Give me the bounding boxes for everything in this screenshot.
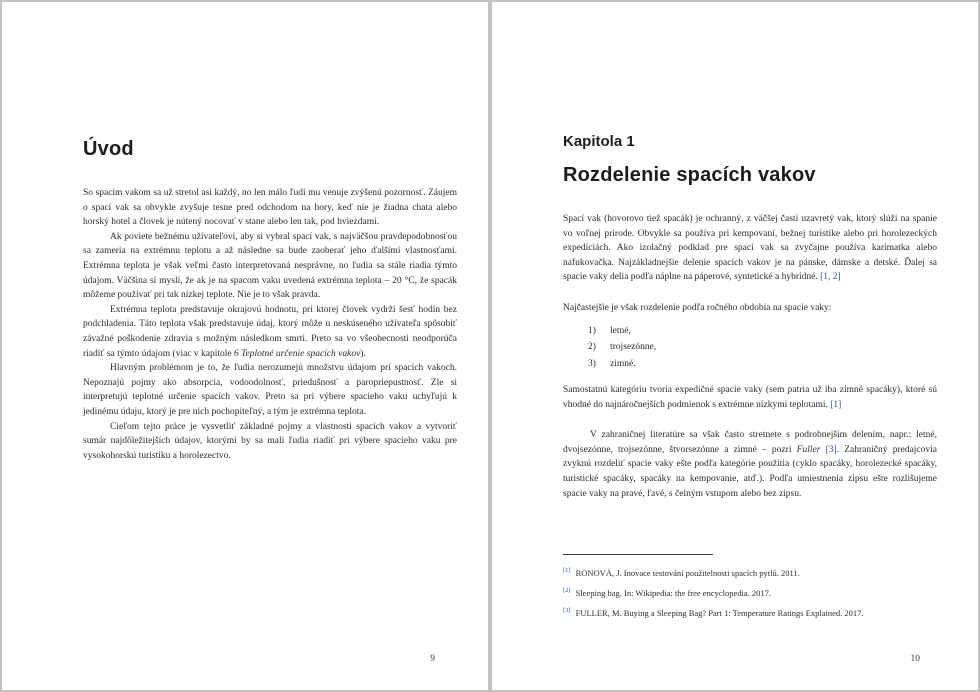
paragraph <box>563 212 937 285</box>
page-left <box>2 2 488 690</box>
footnote-entry <box>563 582 937 602</box>
footnote-entry <box>563 562 937 582</box>
list-item-number: 2) <box>588 342 596 353</box>
paragraph <box>563 428 937 501</box>
numbered-list <box>563 323 937 373</box>
footnote-text: RONOVÁ, J. Inovace testování použitelnosti spacích pytlů. 2011. <box>575 567 800 578</box>
citation-link[interactable]: [3] <box>820 444 837 455</box>
footnote-marker: [3] <box>563 606 571 614</box>
list-item <box>563 356 937 373</box>
page-right <box>492 2 978 690</box>
page-number: 9 <box>430 654 435 664</box>
paragraph: Najčastejšie je však rozdelenie podľa ročného obdobia na spacie vaky: <box>563 302 832 313</box>
footnote-block <box>563 554 937 621</box>
footnote-marker: [1] <box>563 567 571 574</box>
paragraph-text: Extrémna teplota predstavuje okrajovú hodnotu, pri ktorej človek vydrží šesť hodín bez podchladenia. Táto teplota však predstavuje údaj, ktorý môže u neskúseného užívateľa spôsobiť závažné poškodenie zdravia s možným následkom smrti. Preto sa vo všeobecnosti neodporúča riadiť sa týmto údajom (viac v kapitole <box>83 304 457 359</box>
paragraph-text: V zahraničnej literatúre sa však často stretnete s podrobnejším delením, napr.: letné, dvojsezónne, trojsezónne, štvorsezónne a zimné – pozri <box>563 430 937 455</box>
list-item <box>563 339 937 356</box>
list-item-text: zimné. <box>610 358 636 369</box>
list-item-number: 1) <box>588 325 596 336</box>
paragraph: Ak poviete bežnému užívateľovi, aby si vybral spací vak, s najväčšou pravdepodobnosťou sa zameria na extrémnu teplotu a až následne sa bude zaoberať jeho ďalšími vlastnosťami. Extrémna teplota je však veľmi často interpretovaná nesprávne, no ľudia sa stále riadia týmto údajom. Väčšina si myslí, že ak je na spacom vaku uvedená extrémna teplota – 20 °C, že spacák môžeme používať pri tak nízkej teplote. Nie je to však pravda. <box>83 231 457 301</box>
footnote-marker: [2] <box>563 586 571 594</box>
footnote-entry <box>563 602 937 622</box>
body-text-right <box>563 212 937 501</box>
footnote-text: Sleeping bag. In: Wikipedia: the free encyclopedia. 2017. <box>575 587 772 598</box>
paragraph: Hlavným problémom je to, že ľudia nerozumejú množstvu údajom pri spacích vakoch. Nepoznajú pojmy ako absorpcia, vodoodolnosť, priedušnosť a paropriepustnosť. Zle si interpretujú teplotné určenie spacích vakov. Preto sa pri výbere spacieho vaku uchyľujú k jedinému údaju, ktorý je pre nich pochopiteľný, a tým je extrémna teplota. <box>83 363 457 417</box>
list-item <box>563 323 937 340</box>
citation-link[interactable]: [1, 2] <box>820 272 841 283</box>
body-text-left <box>83 186 457 463</box>
chapter-label: Kapitola 1 <box>563 133 635 150</box>
page-number: 10 <box>910 654 920 664</box>
footnote-text: FULLER, M. Buying a Sleeping Bag? Part 1: Temperature Ratings Explained. 2017. <box>575 607 864 618</box>
footnote-divider <box>563 554 713 555</box>
paragraph: Cieľom tejto práce je vysvetliť základné pojmy a vlastnosti spacích vakov a vytvoriť sumár najdôležitejších údajov, ktorými by sa mali ľudia riadiť pri výbere spacieho vaku pre vysokohorskú turistiku a horolezectvo. <box>83 421 457 461</box>
paragraph <box>83 303 457 361</box>
paragraph-text: Spací vak (hovorovo tiež spacák) je ochranný, z väčšej časti uzavretý vak, ktorý slúži na spanie vo voľnej prírode. Obvykle sa používa pri kempovaní, bežnej turistike alebo pri horolezeckých expedíciách. Ako izolačný podklad pre spací vak sa zvyčajne používa karimatka alebo nafukovačka. Najzákladnejšie delenie spacích vakov je na pánske, dámske a detské. Ďalej sa spacie vaky delia podľa náplne na páperové, syntetické a hybridné. <box>563 214 937 283</box>
page-right-content <box>492 2 978 501</box>
list-item-number: 3) <box>588 358 596 369</box>
author-reference: Fuller <box>796 444 821 455</box>
paragraph-text: . Zahraničný predajcovia zvyknú rozdeliť spacie vaky ešte podľa kategórie použitia (cyklo spacáky, horolezecké spacáky, turistické spacáky, spacáky na kempovanie, atď.). Podľa umiestnenia zipsu ešte rozlišujeme spacie vaky na pravé, ľavé, s čelným vstupom alebo bez zipsu. <box>563 444 938 499</box>
citation-link[interactable]: [1] <box>830 399 842 410</box>
paragraph-text: ). <box>360 348 366 359</box>
page-left-content <box>2 2 488 463</box>
list-item-text: letné, <box>610 325 631 336</box>
paragraph: So spacím vakom sa už stretol asi každý, no len málo ľudí mu venuje zvýšenú pozornosť. Záujem o spací vak sa obvykle zvyšuje tesne pred odchodom na hory, keď nie je žiadna chata alebo horský hotel a človek je nútený nocovať v stane alebo len tak, pod hviezdami. <box>83 188 457 228</box>
page-title: Úvod <box>83 138 134 160</box>
list-item-text: trojsezónne, <box>610 342 657 353</box>
paragraph-text: Samostatnú kategóriu tvoria expedičné spacie vaky (sem patria už iba zimné spacáky), ktoré sú vhodné do najnáročnejších podmienok s extrémne nízkymi teplotami. <box>563 385 937 410</box>
chapter-title: Rozdelenie spacích vakov <box>563 164 816 186</box>
chapter-reference: 6 Teplotné určenie spacích vakov <box>234 348 361 359</box>
paragraph <box>563 383 937 412</box>
